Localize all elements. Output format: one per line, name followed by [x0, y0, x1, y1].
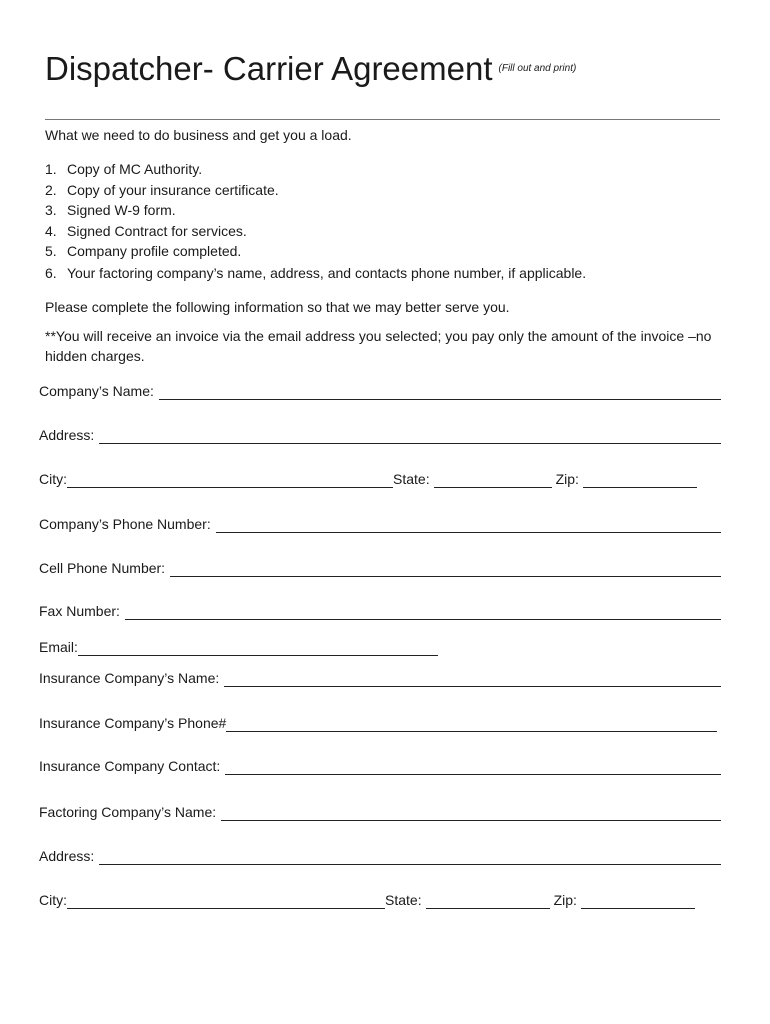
factoring-address-row — [39, 848, 721, 865]
factoring-name-field[interactable] — [221, 804, 721, 821]
title-note: (Fill out and print) — [498, 62, 577, 74]
company-name-field[interactable] — [159, 383, 721, 400]
insurance-contact-row — [39, 758, 721, 775]
factoring-zip-field[interactable] — [581, 892, 695, 909]
cell-phone-row — [39, 560, 721, 577]
factoring-city-state-zip-row — [39, 892, 721, 909]
state-field[interactable] — [434, 471, 552, 488]
insurance-phone-row — [39, 715, 721, 732]
requirements-list — [45, 159, 586, 284]
page-title — [45, 50, 576, 88]
state-label: State: — [393, 471, 430, 487]
insurance-contact-field[interactable] — [225, 758, 721, 775]
zip-field[interactable] — [583, 471, 697, 488]
city-field[interactable] — [67, 471, 393, 488]
address-field[interactable] — [99, 427, 721, 444]
cell-phone-field[interactable] — [170, 560, 721, 577]
factoring-state-label: State: — [385, 892, 422, 908]
email-label: Email: — [39, 639, 78, 655]
fax-field[interactable] — [125, 603, 721, 620]
list-item: 1. Copy of MC Authority. — [45, 161, 203, 177]
factoring-zip-label: Zip: — [553, 892, 577, 908]
factoring-address-label: Address: — [39, 848, 95, 864]
insurance-phone-label: Insurance Company’s Phone# — [39, 715, 227, 731]
factoring-city-field[interactable] — [67, 892, 385, 909]
factoring-state-field[interactable] — [426, 892, 550, 909]
company-phone-label: Company’s Phone Number: — [39, 516, 211, 532]
invoice-note: **You will receive an invoice via the email address you selected; you pay only the amount of the invoice –no hidden charges. — [45, 328, 712, 364]
insurance-phone-field[interactable] — [226, 715, 717, 732]
cell-phone-label: Cell Phone Number: — [39, 560, 166, 576]
factoring-name-label: Factoring Company’s Name: — [39, 804, 217, 820]
intro-text: What we need to do business and get you a load. — [45, 127, 352, 143]
company-name-row — [39, 383, 721, 400]
address-label: Address: — [39, 427, 95, 443]
city-state-zip-row — [39, 471, 721, 488]
factoring-city-label: City: — [39, 892, 67, 908]
factoring-name-row — [39, 804, 721, 821]
zip-label: Zip: — [555, 471, 579, 487]
title-divider — [45, 119, 720, 120]
insurance-name-field[interactable] — [224, 670, 721, 687]
list-item: 6. Your factoring company’s name, address, and contacts phone number, if applicable. — [45, 264, 587, 281]
factoring-address-field[interactable] — [99, 848, 721, 865]
company-name-label: Company’s Name: — [39, 383, 154, 399]
company-phone-row — [39, 516, 721, 533]
title-text: Dispatcher- Carrier Agreement — [45, 50, 493, 87]
please-complete-text: Please complete the following information so that we may better serve you. — [45, 299, 510, 315]
email-field[interactable] — [78, 639, 438, 656]
email-row — [39, 639, 721, 656]
address-row — [39, 427, 721, 444]
fax-row — [39, 603, 721, 620]
city-label: City: — [39, 471, 67, 487]
list-item: 4. Signed Contract for services. — [45, 222, 247, 239]
list-item: 3. Signed W-9 form. — [45, 202, 176, 219]
insurance-contact-label: Insurance Company Contact: — [39, 758, 221, 774]
list-item: 2. Copy of your insurance certificate. — [45, 181, 279, 198]
insurance-name-label: Insurance Company’s Name: — [39, 670, 220, 686]
fax-label: Fax Number: — [39, 603, 120, 619]
insurance-name-row — [39, 670, 721, 687]
list-item: 5. Company profile completed. — [45, 243, 242, 260]
company-phone-field[interactable] — [216, 516, 721, 533]
